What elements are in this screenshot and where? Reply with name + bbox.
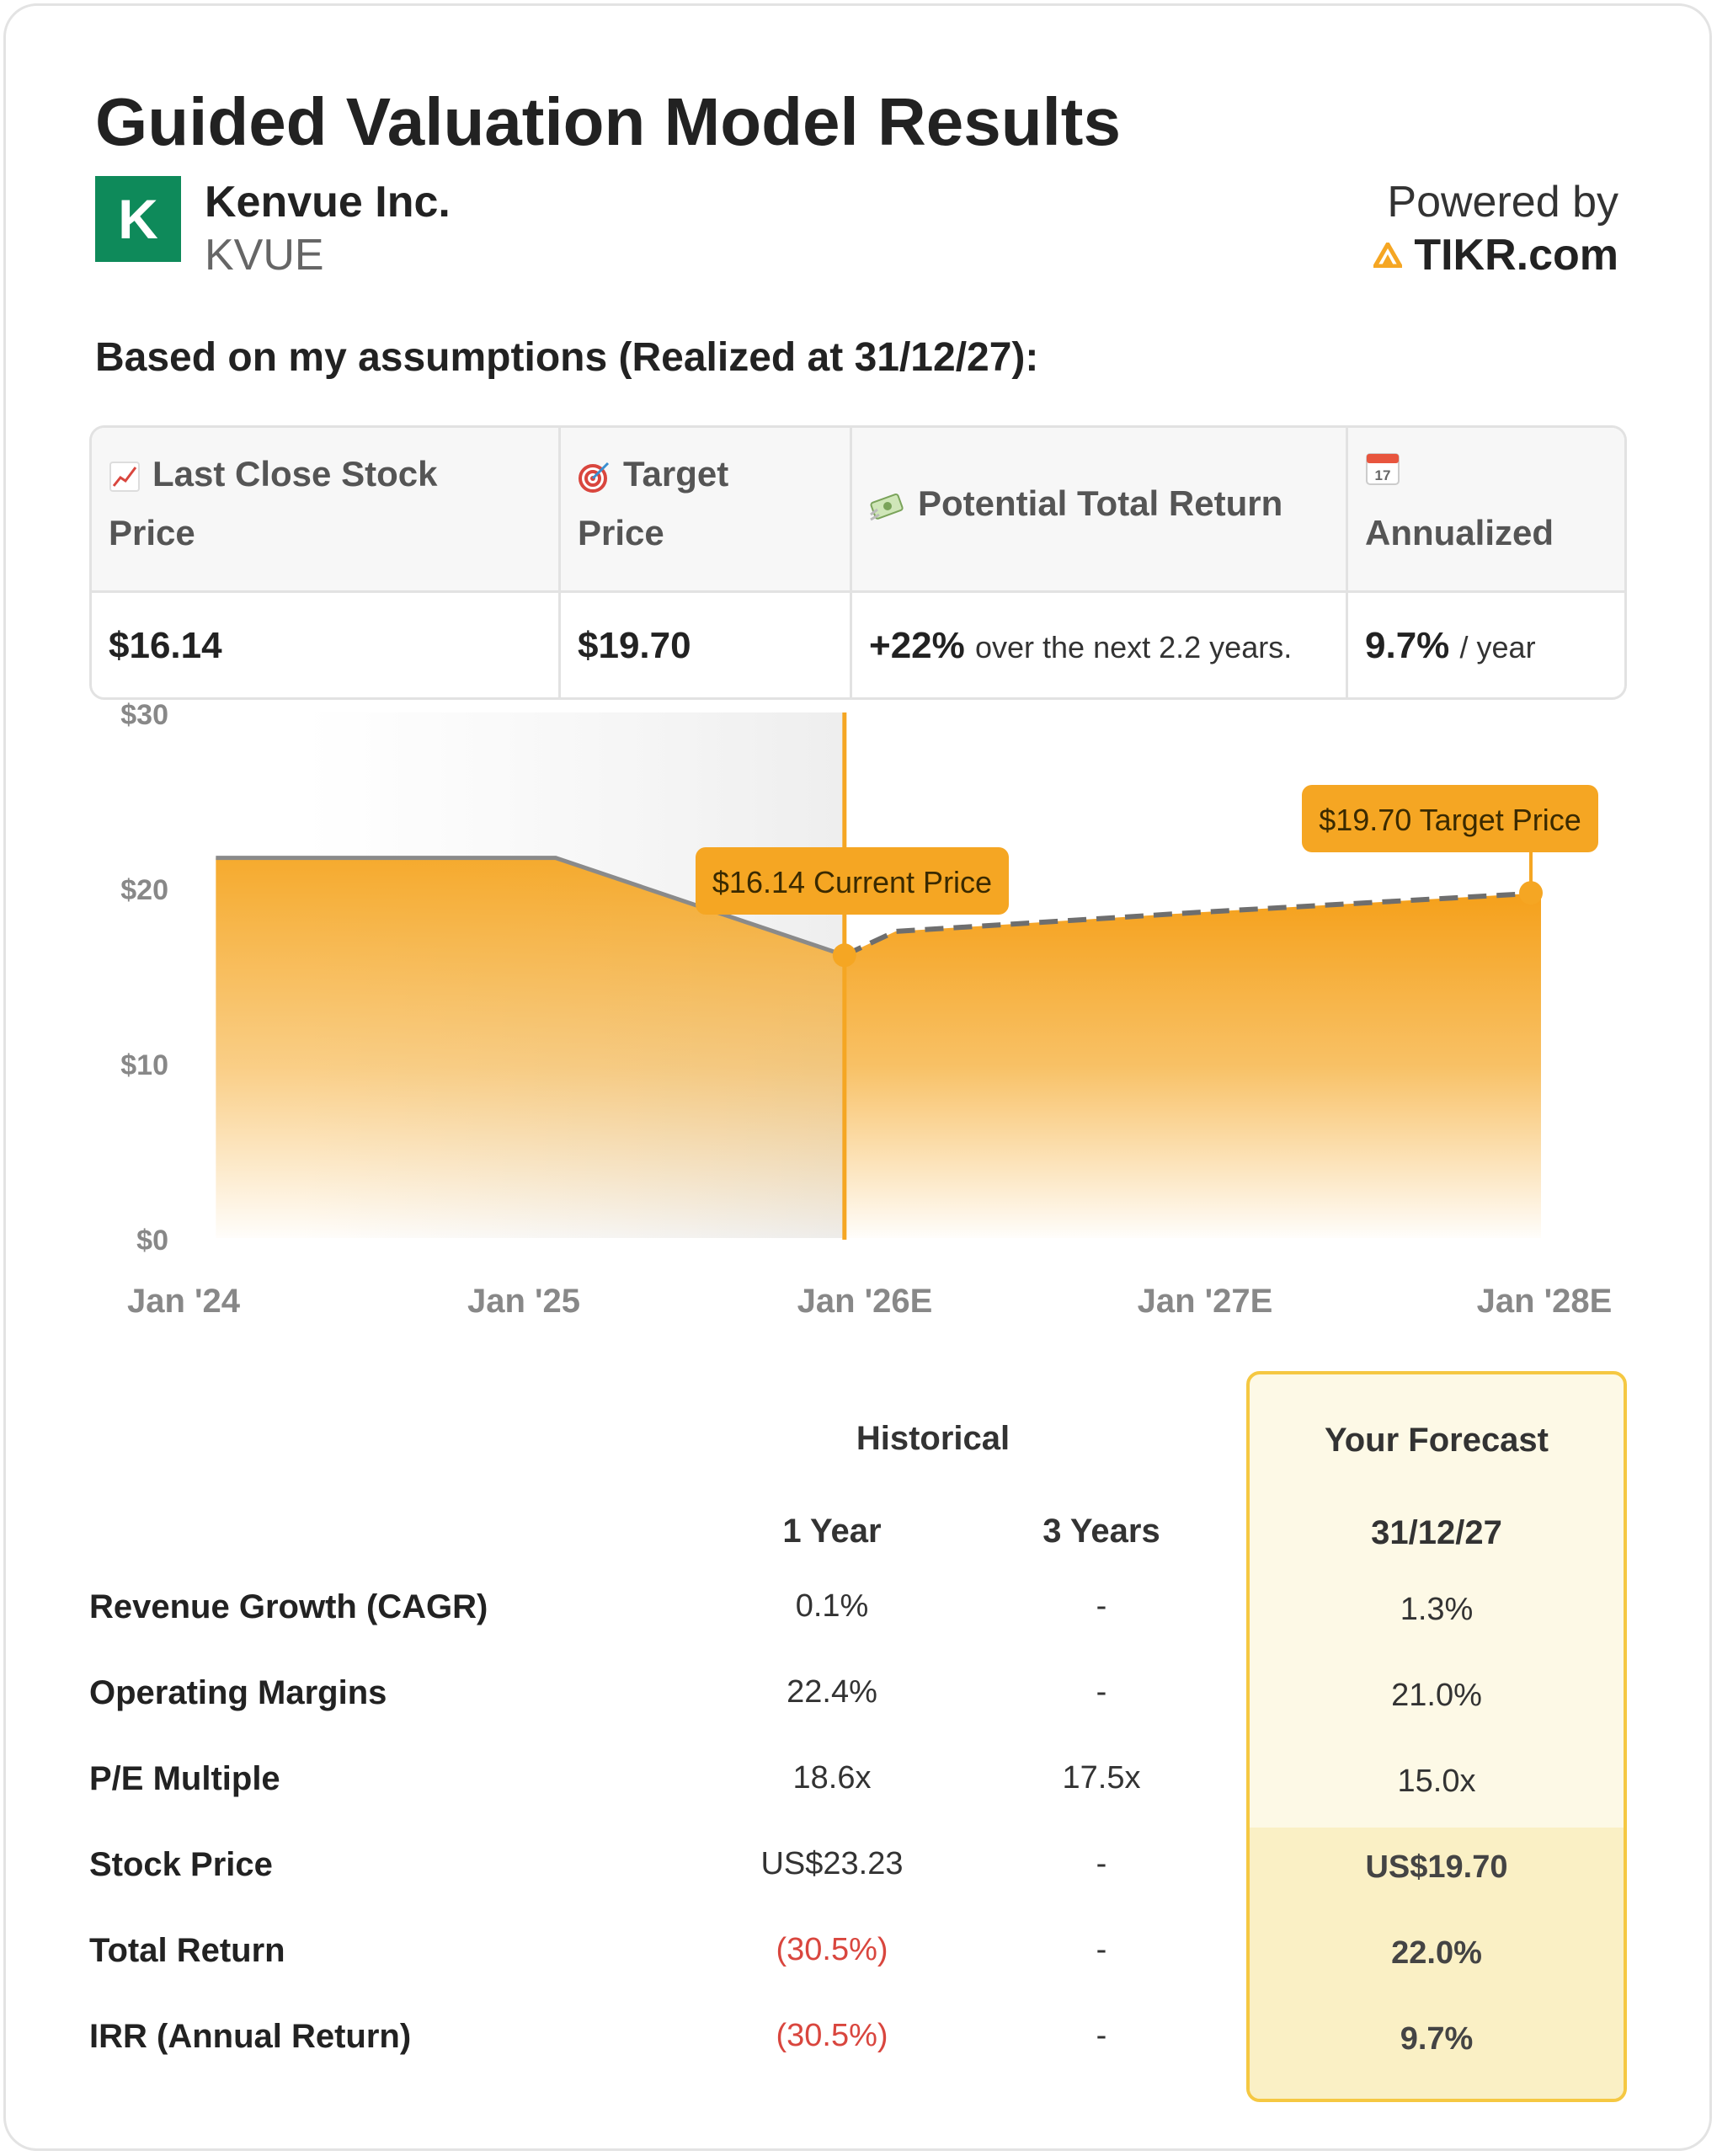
price-chart [0, 699, 1717, 1364]
calendar-icon [1365, 451, 1400, 486]
metric-3-years-value: - [1096, 1846, 1107, 1881]
col-3-years: 3 Years [1042, 1513, 1160, 1550]
metric-forecast-value: US$19.70 [1365, 1849, 1508, 1885]
last-close-value: $16.14 [109, 625, 222, 666]
x-tick-label: Jan '24 [126, 1283, 241, 1320]
metric-1-year-value: (30.5%) [776, 1932, 888, 1967]
last-close-value-cell [92, 593, 561, 700]
x-tick-label: Jan '26E [797, 1283, 933, 1320]
potential-return-header: Potential Total Return [852, 428, 1348, 593]
potential-return-value-cell [852, 593, 1348, 700]
metric-row-label: IRR (Annual Return) [89, 2018, 412, 2055]
page-title: Guided Valuation Model Results [95, 84, 1121, 159]
annualized-value-cell [1348, 593, 1627, 700]
metric-forecast-value: 22.0% [1391, 1935, 1482, 1971]
target-price-point [1519, 881, 1543, 905]
money-icon [869, 489, 906, 523]
chart-up-icon [109, 461, 141, 493]
metric-1-year-value: 0.1% [795, 1588, 869, 1624]
target-header: Target Price [561, 428, 852, 593]
metric-row-label: Operating Margins [89, 1674, 387, 1711]
metric-row-label: P/E Multiple [89, 1760, 280, 1797]
last-close-header: Last Close Stock Price [92, 428, 561, 593]
metric-row-label: Stock Price [89, 1846, 273, 1883]
col-forecast-date: 31/12/27 [1371, 1514, 1502, 1551]
summary-table [89, 425, 1627, 700]
metrics-table [0, 1364, 1717, 2122]
metric-1-year-value: 22.4% [787, 1674, 877, 1710]
target-value-cell [561, 593, 852, 700]
metric-forecast-value: 15.0x [1397, 1764, 1476, 1799]
brand-link[interactable] [1373, 230, 1618, 280]
metric-1-year-value: 18.6x [792, 1760, 872, 1796]
kenvue-logo-icon [95, 176, 181, 262]
metric-row-label: Revenue Growth (CAGR) [89, 1588, 488, 1625]
brand-name: TIKR.com [1414, 231, 1618, 280]
metric-3-years-value: - [1096, 1588, 1107, 1624]
metric-forecast-value: 9.7% [1400, 2021, 1474, 2057]
metric-1-year-value: US$23.23 [760, 1846, 904, 1881]
y-tick-label: $0 [136, 1225, 168, 1257]
metric-3-years-value: - [1096, 1674, 1107, 1710]
col-1-year: 1 Year [782, 1513, 882, 1550]
annualized-header: 17 Annualized [1348, 428, 1627, 593]
metric-3-years-value: 17.5x [1062, 1760, 1141, 1796]
annualized-suffix: / year [1459, 630, 1536, 664]
potential-return-value: +22% [869, 625, 965, 666]
metric-3-years-value: - [1096, 1932, 1107, 1967]
forecast-group-header: Your Forecast [1325, 1422, 1549, 1459]
company-logo [95, 176, 181, 262]
svg-text:K: K [118, 188, 158, 250]
company-name: Kenvue Inc. [205, 178, 451, 227]
metric-3-years-value: - [1096, 2018, 1107, 2053]
forecast-column [1246, 1371, 1627, 2102]
company-ticker: KVUE [205, 231, 324, 280]
x-tick-label: Jan '27E [1137, 1283, 1273, 1320]
target-price-label: $19.70 Target Price [1319, 803, 1581, 837]
y-tick-label: $10 [120, 1049, 168, 1081]
potential-return-suffix: over the next 2.2 years. [975, 630, 1293, 664]
assumptions-subtitle: Based on my assumptions (Realized at 31/12/27): [95, 335, 1039, 380]
historical-group-header: Historical [856, 1420, 1010, 1457]
forecast-area [845, 893, 1541, 1238]
powered-by-label: Powered by [1387, 178, 1618, 227]
metric-forecast-value: 1.3% [1400, 1592, 1474, 1627]
metric-forecast-value: 21.0% [1391, 1678, 1482, 1713]
annualized-value: 9.7% [1365, 625, 1450, 666]
current-price-label: $16.14 Current Price [712, 865, 993, 899]
metric-1-year-value: (30.5%) [776, 2018, 888, 2053]
metric-row-label: Total Return [89, 1932, 285, 1969]
svg-text:17: 17 [1374, 467, 1391, 483]
x-tick-label: Jan '28E [1476, 1283, 1613, 1320]
y-tick-label: $20 [120, 874, 168, 906]
target-value: $19.70 [578, 625, 691, 666]
target-icon [578, 460, 611, 494]
current-price-point [833, 943, 856, 967]
tikr-logo-icon [1373, 243, 1402, 268]
y-tick-label: $30 [120, 699, 168, 731]
x-tick-label: Jan '25 [467, 1283, 581, 1320]
